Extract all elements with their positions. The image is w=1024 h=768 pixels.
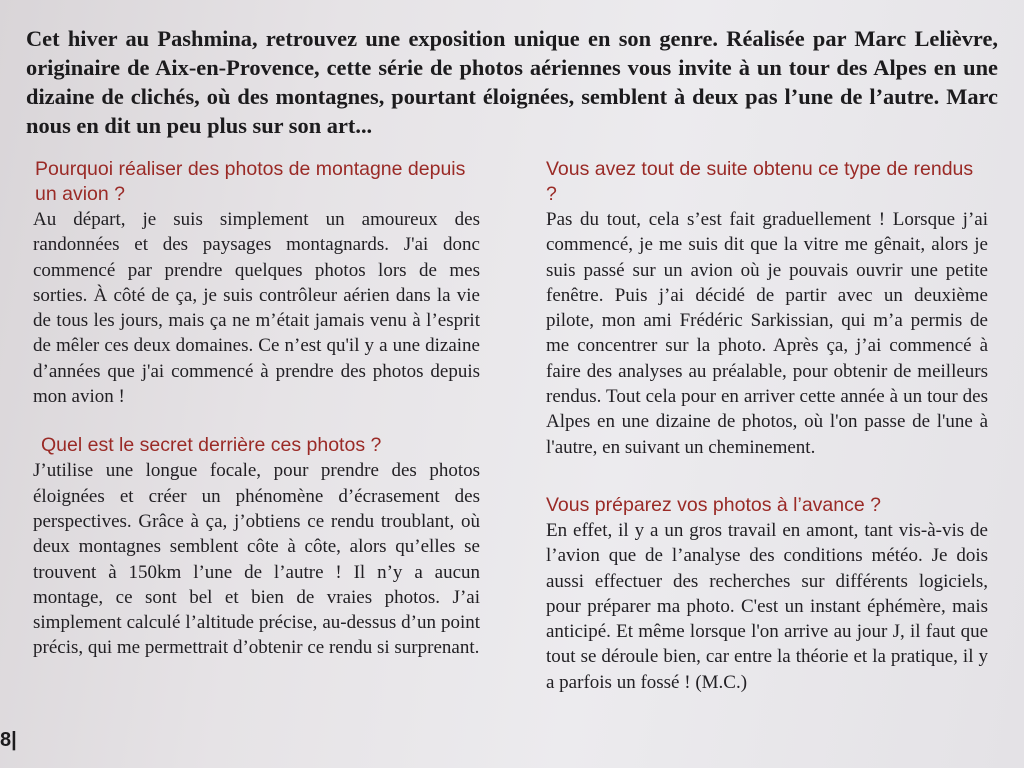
qa-section xyxy=(546,157,988,460)
question-heading: Vous avez tout de suite obtenu ce type de rendus ? xyxy=(546,158,974,205)
page-number: 8| xyxy=(0,729,17,751)
left-column xyxy=(33,157,480,661)
qa-section xyxy=(33,433,480,660)
intro-paragraph: Cet hiver au Pashmina, retrouvez une exposition unique en son genre. Réalisée par Marc Lelièvre, originaire de Aix-en-Provence, cette série de photos aériennes vous invite à un tour des Alpes en une dizaine de clichés, où des montagnes, pourtant éloignées, semblent à deux pas l’une de l’autre. Marc nous en dit un peu plus sur son art... xyxy=(26,26,998,138)
answer-text: J’utilise une longue focale, pour prendre des photos éloignées et créer un phénomène d’écrasement des perspectives. Grâce à ça, j’obtiens ce rendu troublant, où deux montagnes semblent côte à côte, alors qu’elles se trouvent à 150km l’une de l’autre ! Il n’y a aucun montage, ce sont bel et bien de vraies photos. J’ai simplement calculé l’altitude précise, au-dessus d’un point précis, qui me permettrait d’obtenir ce rendu si surprenant. xyxy=(33,460,480,659)
question-heading: Quel est le secret derrière ces photos ? xyxy=(41,434,382,457)
question-heading: Vous préparez vos photos à l’avance ? xyxy=(546,493,881,516)
qa-section xyxy=(546,493,988,695)
answer-text: Au départ, je suis simplement un amoureux des randonnées et des paysages montagnards. J'ai donc commencé par prendre quelques photos lors de mes sorties. À côté de ça, je suis contrôleur aérien dans la vie de tous les jours, mais ça ne m’était jamais venu à l’esprit de mêler ces deux domaines. Ce n’est qu'il y a une dizaine d’années que j'ai commencé à prendre des photos depuis mon avion ! xyxy=(33,209,480,408)
question-heading: Pourquoi réaliser des photos de montagne depuis un avion ? xyxy=(35,158,466,205)
answer-text: Pas du tout, cela s’est fait graduellement ! Lorsque j’ai commencé, je me suis dit que la vitre me gênait, alors je suis passé sur un avion où je pouvais ouvrir une petite fenêtre. Puis j’ai décidé de partir avec un deuxième pilote, mon ami Frédéric Sarkissian, qui m’a permis de me concentrer sur la photo. Après ça, j’ai commencé à faire des analyses au préalable, pour obtenir de meilleurs rendus. Tout cela pour en arriver cette année à un tour des Alpes en une dizaine de photos, où l'on passe de l'une à l'autre, en suivant un cheminement. xyxy=(546,209,988,458)
qa-section xyxy=(33,157,480,409)
answer-text: En effet, il y a un gros travail en amont, tant vis-à-vis de l’avion que de l’analyse des conditions météo. Je dois aussi effectuer des recherches sur différents logiciels, pour préparer ma photo. C'est un instant éphémère, mais anticipé. Et même lorsque l'on arrive au jour J, il faut que tout se déroule bien, car entre la théorie et la pratique, il y a parfois un fossé ! (M.C.) xyxy=(546,519,988,693)
right-column xyxy=(546,157,988,695)
